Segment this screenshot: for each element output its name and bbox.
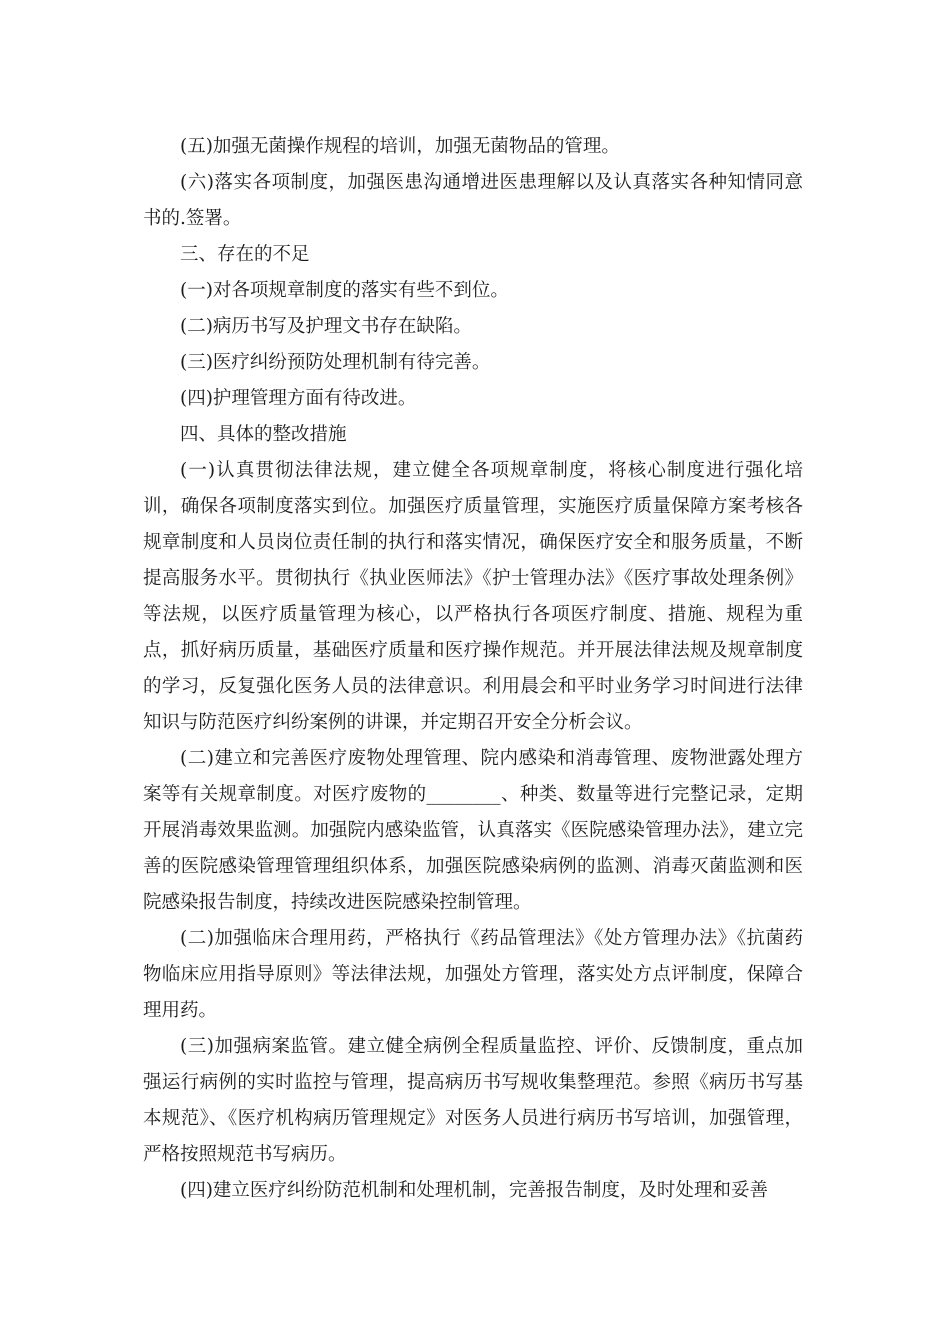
section-heading-measures: 四、具体的整改措施 [180, 424, 347, 445]
paragraph-shortcoming-2: (二)病历书写及护理文书存在缺陷。 [180, 316, 472, 337]
paragraph-measure-3-records: (三)加强病案监管。建立健全病例全程质量监控、评价、反馈制度，重点加强运行病例的实时监控与管理，提高病历书写规收集整理范。参照《病历书写基本规范》、《医疗机构病历管理规定》对医务人员进行病历书写培训，加强管理，严格按照规范书写病历。 [143, 1036, 803, 1165]
paragraph-measure-2-drugs: (二)加强临床合理用药，严格执行《药品管理法》《处方管理办法》《抗菌药物临床应用指导原则》等法律法规，加强处方管理，落实处方点评制度，保障合理用药。 [143, 928, 803, 1021]
paragraph-item-6-consent: (六)落实各项制度，加强医患沟通增进医患理解以及认真落实各种知情同意书的.签署。 [143, 172, 803, 229]
paragraph-shortcoming-4: (四)护理管理方面有待改进。 [180, 388, 417, 409]
paragraph-measure-4-disputes: (四)建立医疗纠纷防范机制和处理机制，完善报告制度，及时处理和妥善 [180, 1180, 768, 1201]
paragraph-shortcoming-1: (一)对各项规章制度的落实有些不到位。 [180, 280, 509, 301]
paragraph-measure-1: (一)认真贯彻法律法规，建立健全各项规章制度，将核心制度进行强化培训，确保各项制度落实到位。加强医疗质量管理，实施医疗质量保障方案考核各规章制度和人员岗位责任制的执行和落实情况，确保医疗安全和服务质量，不断提高服务水平。贯彻执行《执业医师法》《护士管理办法》《医疗事故处理条例》等法规，以医疗质量管理为核心，以严格执行各项医疗制度、措施、规程为重点，抓好病历质量，基础医疗质量和医疗操作规范。并开展法律法规及规章制度的学习，反复强化医务人员的法律意识。利用晨会和平时业务学习时间进行法律知识与防范医疗纠纷案例的讲课，并定期召开安全分析会议。 [143, 460, 803, 733]
paragraph-shortcoming-3: (三)医疗纠纷预防处理机制有待完善。 [180, 352, 491, 373]
paragraph-measure-2-waste: (二)建立和完善医疗废物处理管理、院内感染和消毒管理、废物泄露处理方案等有关规章制度。对医疗废物的________、种类、数量等进行完整记录，定期开展消毒效果监测。加强院内感染监管，认真落实《医院感染管理办法》，建立完善的医院感染管理管理组织体系，加强医院感染病例的监测、消毒灭菌监测和医院感染报告制度，持续改进医院感染控制管理。 [143, 748, 803, 913]
document-body [143, 129, 803, 1209]
paragraph-item-5-training: (五)加强无菌操作规程的培训，加强无菌物品的管理。 [180, 136, 620, 157]
section-heading-shortcomings: 三、存在的不足 [180, 244, 310, 265]
